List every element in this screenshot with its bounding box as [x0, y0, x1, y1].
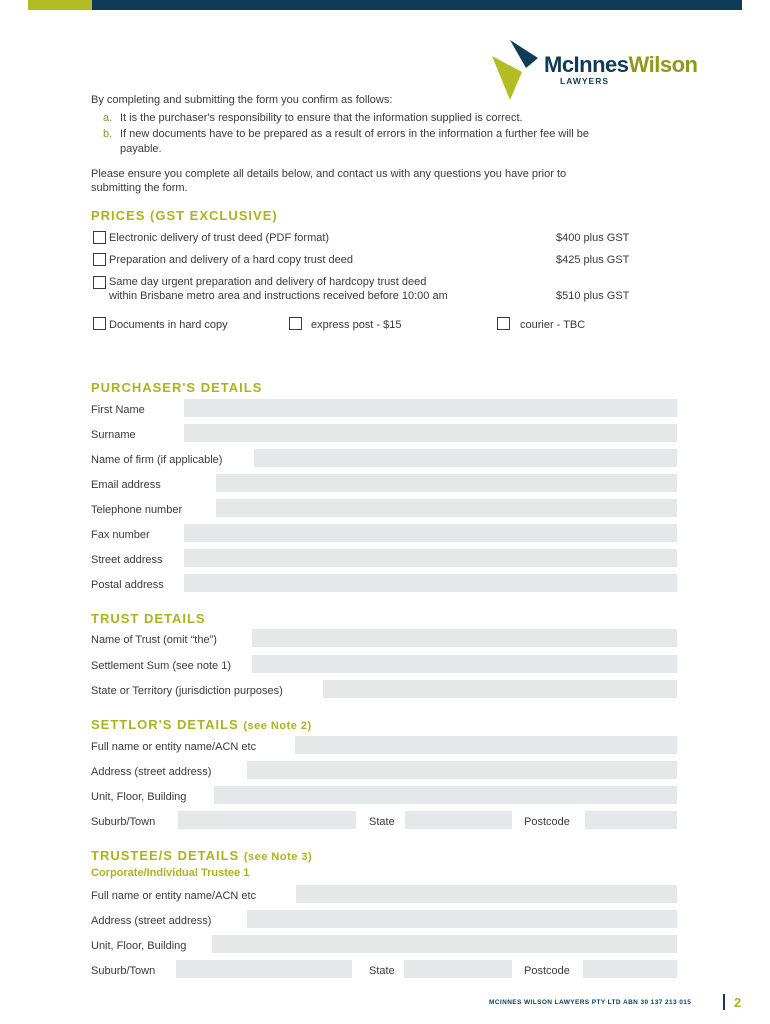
trust-heading: TRUST DETAILS	[91, 611, 206, 626]
trustee-postcode-field[interactable]	[583, 960, 677, 978]
option-hardcopy-price: $425 plus GST	[556, 254, 630, 266]
trust-name-field[interactable]	[252, 629, 677, 647]
purchaser-email-field[interactable]	[216, 474, 677, 492]
intro-line: By completing and submitting the form you confirm as follows:	[91, 94, 393, 106]
header-bar-green	[28, 0, 92, 10]
logo-wordmark: McInnesWilson	[544, 52, 698, 77]
purchaser-email-label: Email address	[91, 479, 161, 491]
settlor-unit-label: Unit, Floor, Building	[91, 791, 187, 803]
trust-settlement-field[interactable]	[252, 655, 677, 673]
purchaser-heading: PURCHASER'S DETAILS	[91, 380, 263, 395]
footer-company: MCINNES WILSON LAWYERS PTY LTD ABN 30 137 213 015	[489, 999, 692, 1006]
logo-bird-icon	[488, 38, 548, 102]
courier-label: courier - TBC	[520, 319, 586, 331]
settlor-heading-note: (see Note 2)	[243, 720, 312, 732]
intro-paragraph-cont: submitting the form.	[91, 182, 188, 194]
purchaser-telephone-label: Telephone number	[91, 504, 183, 516]
purchaser-street-label: Street address	[91, 554, 163, 566]
logo-subtitle: LAWYERS	[560, 76, 610, 86]
option-hardcopy-label: Preparation and delivery of a hard copy trust deed	[109, 254, 353, 266]
purchaser-street-field[interactable]	[184, 549, 677, 567]
company-logo	[488, 38, 718, 102]
intro-paragraph: Please ensure you complete all details below, and contact us with any questions you have prior to	[91, 168, 567, 180]
purchaser-telephone-field[interactable]	[216, 499, 677, 517]
documents-hardcopy-checkbox[interactable]	[93, 317, 106, 330]
option-urgent-label-cont: within Brisbane metro area and instructions received before 10:00 am	[109, 290, 448, 302]
footer-separator	[723, 994, 725, 1010]
settlor-state-label: State	[369, 816, 395, 828]
trust-state-field[interactable]	[323, 680, 677, 698]
option-electronic-checkbox[interactable]	[93, 231, 106, 244]
purchaser-fax-field[interactable]	[184, 524, 677, 542]
purchaser-postal-field[interactable]	[184, 574, 677, 592]
page-number: 2	[734, 995, 742, 1010]
documents-hardcopy-label: Documents in hard copy	[109, 319, 228, 331]
header-bar-navy	[92, 0, 742, 10]
settlor-address-label: Address (street address)	[91, 766, 212, 778]
intro-item-a: It is the purchaser's responsibility to ensure that the information supplied is correct.	[120, 112, 523, 124]
express-post-checkbox[interactable]	[289, 317, 302, 330]
settlor-suburb-label: Suburb/Town	[91, 816, 156, 828]
option-electronic-label: Electronic delivery of trust deed (PDF format)	[109, 232, 330, 244]
settlor-unit-field[interactable]	[214, 786, 677, 804]
trustee-heading: TRUSTEE/S DETAILS (see Note 3)	[91, 848, 313, 863]
settlor-suburb-field[interactable]	[178, 811, 356, 829]
purchaser-first-name-label: First Name	[91, 404, 145, 416]
trustee-suburb-label: Suburb/Town	[91, 965, 156, 977]
trustee-heading-note: (see Note 3)	[243, 851, 313, 863]
settlor-fullname-field[interactable]	[295, 736, 677, 754]
purchaser-first-name-field[interactable]	[184, 399, 677, 417]
trustee-address-field[interactable]	[247, 910, 677, 928]
trustee-subheading: Corporate/Individual Trustee 1	[91, 867, 250, 879]
option-urgent-label: Same day urgent preparation and delivery of hardcopy trust deed	[109, 276, 427, 288]
trustee-unit-label: Unit, Floor, Building	[91, 940, 187, 952]
settlor-fullname-label: Full name or entity name/ACN etc	[91, 741, 257, 753]
trust-state-label: State or Territory (jurisdiction purposes)	[91, 685, 283, 697]
trustee-unit-field[interactable]	[212, 935, 677, 953]
settlor-state-field[interactable]	[405, 811, 512, 829]
trust-settlement-label: Settlement Sum (see note 1)	[91, 660, 232, 672]
prices-heading: PRICES (GST EXCLUSIVE)	[91, 208, 278, 223]
purchaser-fax-label: Fax number	[91, 529, 150, 541]
purchaser-postal-label: Postal address	[91, 579, 164, 591]
trustee-fullname-label: Full name or entity name/ACN etc	[91, 890, 257, 902]
intro-marker-b: b.	[103, 128, 113, 140]
settlor-postcode-label: Postcode	[524, 816, 570, 828]
option-urgent-checkbox[interactable]	[93, 276, 106, 289]
intro-item-b: If new documents have to be prepared as a result of errors in the information a further fee will be	[120, 128, 589, 140]
settlor-heading: SETTLOR'S DETAILS (see Note 2)	[91, 717, 312, 732]
settlor-postcode-field[interactable]	[585, 811, 677, 829]
option-hardcopy-checkbox[interactable]	[93, 253, 106, 266]
purchaser-firm-label: Name of firm (if applicable)	[91, 454, 223, 466]
intro-item-b-cont: payable.	[120, 143, 162, 155]
express-post-label: express post - $15	[311, 319, 402, 331]
purchaser-surname-field[interactable]	[184, 424, 677, 442]
trustee-state-field[interactable]	[404, 960, 512, 978]
purchaser-firm-field[interactable]	[254, 449, 677, 467]
settlor-address-field[interactable]	[247, 761, 677, 779]
trustee-address-label: Address (street address)	[91, 915, 212, 927]
courier-checkbox[interactable]	[497, 317, 510, 330]
option-electronic-price: $400 plus GST	[556, 232, 630, 244]
trustee-postcode-label: Postcode	[524, 965, 570, 977]
trust-name-label: Name of Trust (omit “the”)	[91, 634, 217, 646]
option-urgent-price: $510 plus GST	[556, 290, 630, 302]
trustee-fullname-field[interactable]	[296, 885, 677, 903]
trustee-suburb-field[interactable]	[176, 960, 352, 978]
intro-marker-a: a.	[103, 112, 113, 124]
purchaser-surname-label: Surname	[91, 429, 136, 441]
trustee-state-label: State	[369, 965, 395, 977]
